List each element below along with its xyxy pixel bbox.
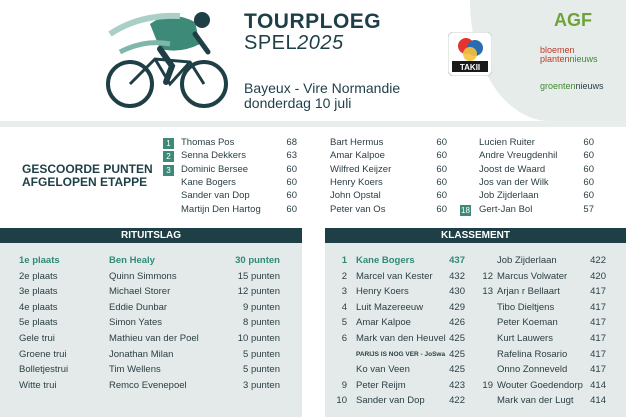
app-title: TOURPLOEG (244, 10, 382, 33)
klass-points: 417 (590, 301, 606, 313)
app-subtitle (244, 32, 344, 55)
score-name: Kane Bogers (181, 176, 236, 188)
klass-name: Wouter Goedendorp (497, 379, 583, 391)
score-name: Peter van Os (330, 203, 386, 215)
klass-rank: 4 (341, 301, 347, 313)
score-points: 60 (436, 190, 447, 202)
klass-points: 425 (449, 364, 465, 376)
taki-logo (448, 32, 492, 76)
rit-points: 15 punten (237, 270, 280, 282)
klass-points: 437 (449, 255, 465, 266)
score-name: Amar Kalpoe (330, 150, 385, 162)
rank-badge: 2 (163, 151, 174, 162)
rit-rider: Simon Yates (109, 317, 162, 329)
klass-name: Luit Mazereeuw (356, 301, 424, 313)
klass-points: 426 (449, 317, 465, 329)
klass-rank: 9 (341, 379, 347, 391)
klass-points: 422 (449, 395, 465, 407)
stage-date: donderdag 10 juli (244, 95, 352, 111)
klass-points: 432 (449, 270, 465, 282)
rit-rider: Ben Healy (109, 255, 155, 266)
rank-badge: 1 (163, 138, 174, 149)
klass-points: 414 (590, 395, 606, 407)
rit-label: Gele trui (19, 333, 55, 344)
taki-text: TAKII (459, 63, 481, 72)
cyclist-icon (100, 4, 235, 112)
klass-name: Marcel van Kester (356, 270, 433, 282)
score-points: 60 (436, 137, 447, 148)
klass-points: 417 (590, 317, 606, 329)
score-points: 60 (583, 150, 594, 162)
score-points: 60 (286, 163, 297, 175)
rit-rider: Michael Storer (109, 286, 171, 298)
divider (0, 121, 626, 127)
klass-name: Mark van den Heuvel (356, 333, 446, 344)
klass-points: 430 (449, 286, 465, 298)
klass-name: Rafelina Rosario (497, 348, 568, 360)
gescoorde-title-line1: GESCOORDE PUNTEN (22, 162, 153, 176)
score-name: Martijn Den Hartog (181, 203, 261, 215)
klass-points: 414 (590, 379, 606, 391)
score-points: 60 (583, 137, 594, 148)
score-points: 60 (436, 203, 447, 215)
planten-word: planten (540, 54, 570, 64)
klass-name: Sander van Dop (356, 395, 425, 407)
klass-rank: 2 (341, 270, 347, 282)
score-points: 63 (286, 150, 297, 162)
klass-points: 417 (590, 364, 606, 376)
score-points: 60 (286, 176, 297, 188)
rit-points: 5 punten (243, 348, 280, 360)
score-points: 68 (286, 137, 297, 148)
groenten-nieuws-word: nieuws (575, 81, 604, 91)
klass-points: 422 (590, 255, 606, 266)
rit-points: 30 punten (235, 255, 280, 266)
rank-badge: 3 (163, 165, 174, 176)
groenten-logo (540, 81, 604, 91)
agf-logo: AGF (554, 10, 592, 30)
klass-name: Peter Koeman (497, 317, 558, 329)
rituitslag-header: RITUITSLAG (0, 228, 302, 243)
rit-rider: Remco Evenepoel (109, 379, 187, 391)
score-points: 60 (436, 150, 447, 162)
rit-rider: Eddie Dunbar (109, 301, 168, 313)
rit-points: 9 punten (243, 301, 280, 313)
klass-points: 425 (449, 348, 465, 360)
klass-rank: 5 (341, 317, 347, 329)
klass-points: 425 (449, 333, 465, 344)
score-name: John Opstal (330, 190, 381, 202)
klass-points: 423 (449, 379, 465, 391)
rit-label: 5e plaats (19, 317, 58, 329)
score-points: 60 (286, 190, 297, 202)
klass-points: 417 (590, 333, 606, 344)
score-name: Lucien Ruiter (479, 137, 535, 148)
klass-name: Onno Zonneveld (497, 364, 568, 376)
klass-name: Peter Reijm (356, 379, 406, 391)
klass-rank: 1 (341, 255, 347, 266)
stage-route: Bayeux - Vire Normandie (244, 80, 401, 96)
score-name: Gert-Jan Bol (479, 203, 533, 215)
score-points: 60 (583, 163, 594, 175)
rit-label: Bolletjestrui (19, 364, 69, 376)
score-points: 60 (286, 203, 297, 215)
bloemen-logo (540, 46, 598, 64)
klass-points: 420 (590, 270, 606, 282)
score-points: 60 (436, 163, 447, 175)
score-points: 60 (583, 176, 594, 188)
score-name: Senna Dekkers (181, 150, 246, 162)
klass-rank: 6 (341, 333, 347, 344)
klass-name: PARIJS IS NOG VER - JoSwa (356, 350, 446, 358)
rit-rider: Tim Wellens (109, 364, 161, 376)
score-name: Job Zijderlaan (479, 190, 539, 202)
klass-name: Job Zijderlaan (497, 255, 557, 266)
klass-rank: 12 (482, 270, 493, 282)
klass-name: Amar Kalpoe (356, 317, 411, 329)
klass-points: 429 (449, 301, 465, 313)
score-name: Sander van Dop (181, 190, 250, 202)
klass-rank: 3 (341, 286, 347, 298)
rit-label: Witte trui (19, 379, 57, 391)
rit-label: 4e plaats (19, 301, 58, 313)
rit-rider: Mathieu van der Poel (109, 333, 199, 344)
rit-label: Groene trui (19, 348, 67, 360)
rit-points: 8 punten (243, 317, 280, 329)
score-name: Bart Hermus (330, 137, 384, 148)
score-name: Dominic Bersee (181, 163, 249, 175)
groenten-word: groenten (540, 81, 576, 91)
rit-points: 5 punten (243, 364, 280, 376)
rit-label: 3e plaats (19, 286, 58, 298)
klass-points: 417 (590, 348, 606, 360)
rit-points: 12 punten (237, 286, 280, 298)
score-name: Wilfred Keijzer (330, 163, 392, 175)
klass-rank: 13 (482, 286, 493, 298)
bloemen-nieuws-word: nieuws (569, 54, 598, 64)
klass-points: 417 (590, 286, 606, 298)
score-points: 60 (436, 176, 447, 188)
score-name: Jos van der Wilk (479, 176, 549, 188)
score-name: Joost de Waard (479, 163, 546, 175)
score-points: 60 (583, 190, 594, 202)
rit-rider: Jonathan Milan (109, 348, 174, 360)
klass-name: Ko van Veen (356, 364, 410, 376)
subtitle-year: 2025 (297, 32, 344, 54)
rit-label: 2e plaats (19, 270, 58, 282)
bloemen-word: bloemen (540, 45, 575, 55)
klass-name: Henry Koers (356, 286, 409, 298)
klass-name: Tibo Dieltjens (497, 301, 555, 313)
klass-rank: 10 (336, 395, 347, 407)
rit-label: 1e plaats (19, 255, 60, 266)
klass-name: Kane Bogers (356, 255, 415, 266)
klass-rank: 19 (482, 379, 493, 391)
score-points: 57 (583, 203, 594, 215)
score-name: Andre Vreugdenhil (479, 150, 558, 162)
rank-badge: 18 (461, 205, 470, 215)
score-name: Thomas Pos (181, 137, 235, 148)
klass-name: Mark van der Lugt (497, 395, 574, 407)
subtitle-spel: SPEL (244, 32, 298, 54)
klass-name: Marcus Volwater (497, 270, 568, 282)
klass-name: Arjan r Bellaart (497, 286, 560, 298)
rit-rider: Quinn Simmons (109, 270, 177, 282)
section-title-gescoorde (22, 163, 153, 189)
rit-points: 10 punten (237, 333, 280, 344)
klassement-header: KLASSEMENT (325, 228, 626, 243)
gescoorde-title-line2: AFGELOPEN ETAPPE (22, 175, 148, 189)
score-name: Henry Koers (330, 176, 383, 188)
klass-name: Kurt Lauwers (497, 333, 553, 344)
header-banner (0, 0, 626, 121)
rit-points: 3 punten (243, 379, 280, 391)
